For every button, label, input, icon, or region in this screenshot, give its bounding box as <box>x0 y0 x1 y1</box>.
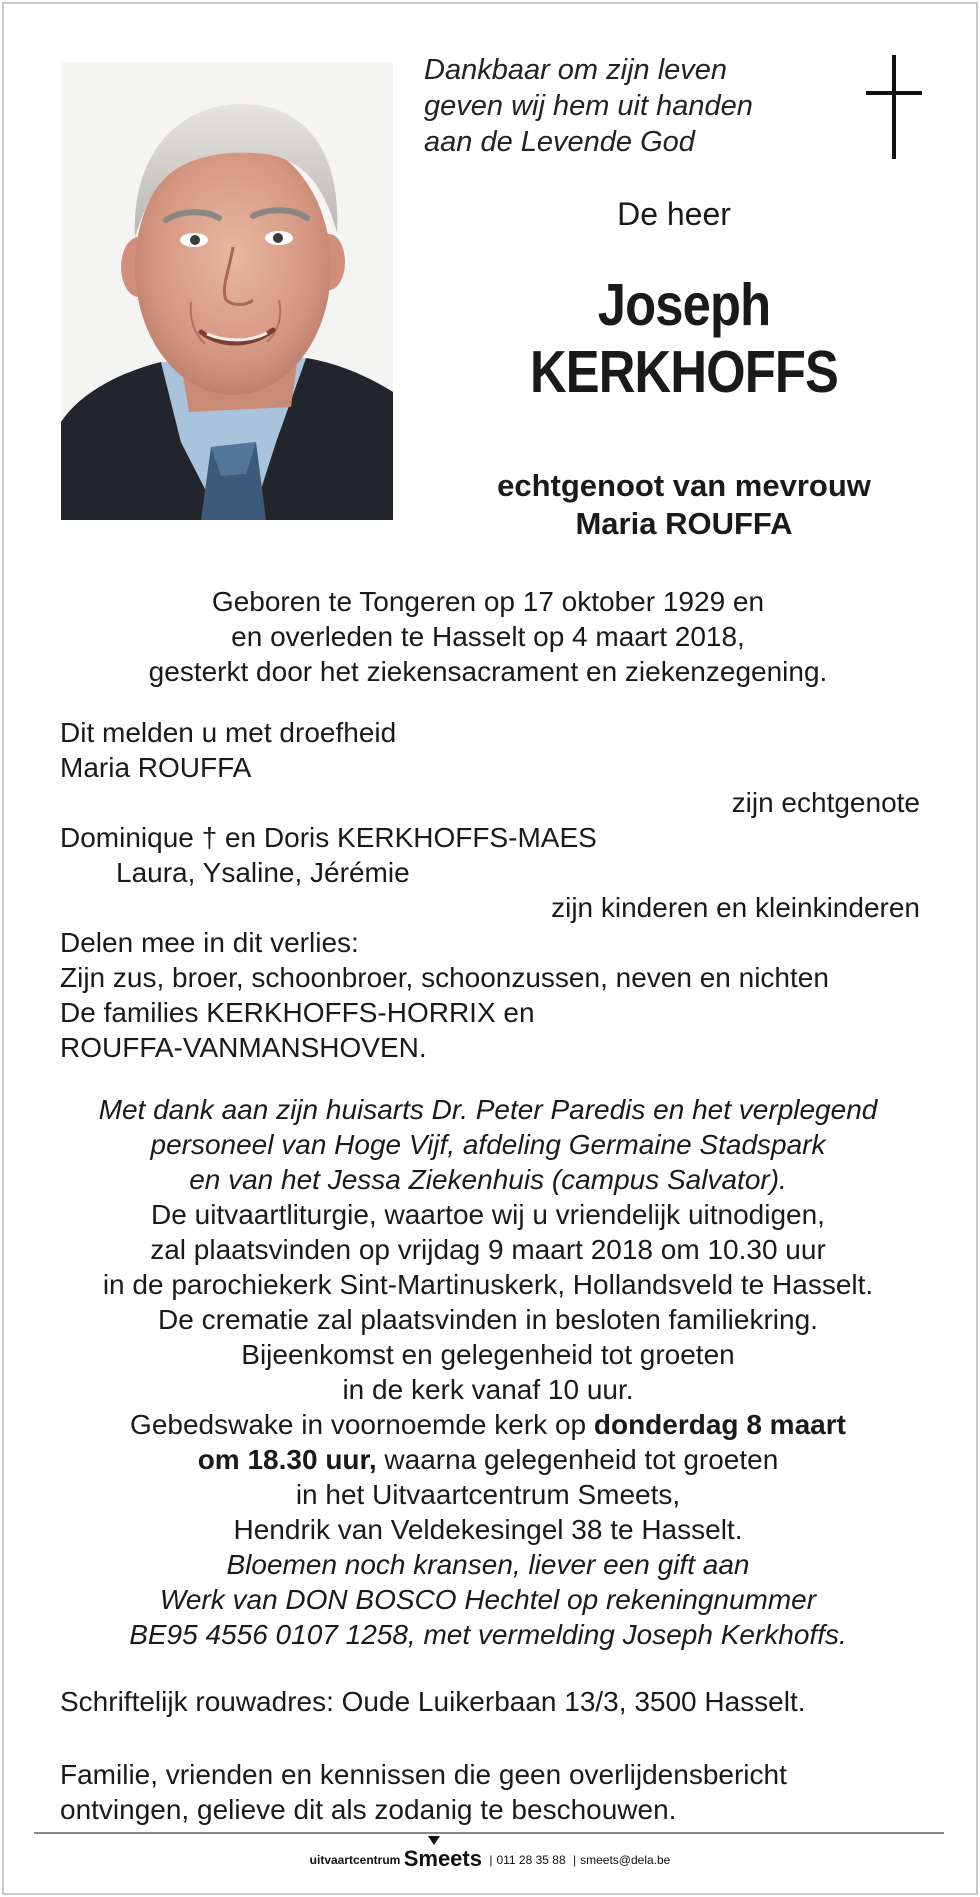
birth-line: Geboren te Tongeren op 17 oktober 1929 en <box>211 586 765 617</box>
wake-line-1 <box>30 1407 946 1442</box>
wake-place-line: Hendrik van Veldekesingel 38 te Hasselt. <box>233 1514 743 1545</box>
footer-divider <box>34 1832 944 1834</box>
relatives: Zijn zus, broer, schoonbroer, schoonzussen, neven en nichten <box>60 962 829 993</box>
mourners-intro: Dit melden u met droefheid <box>60 717 397 748</box>
salutation: De heer <box>617 196 731 232</box>
closing-line: ontvingen, gelieve dit als zodanig te beschouwen. <box>60 1794 677 1825</box>
last-name: KERKHOFFS <box>530 339 838 405</box>
death-line: en overleden te Hasselt op 4 maart 2018, <box>231 621 745 652</box>
families-line-2: ROUFFA-VANMANSHOVEN. <box>60 1032 427 1063</box>
wake-prefix: Gebedswake in voornoemde kerk op <box>130 1409 594 1440</box>
footer-separator: | <box>489 1853 493 1867</box>
flowers-line: BE95 4556 0107 1258, met vermelding Joseph Kerkhoffs. <box>129 1619 847 1650</box>
condolence-address: Schriftelijk rouwadres: Oude Luikerbaan 13/3, 3500 Hasselt. <box>60 1686 806 1717</box>
footer-brand: Smeets <box>403 1846 482 1871</box>
spouse-info <box>424 467 944 543</box>
footer-email: smeets@dela.be <box>580 1853 671 1867</box>
sacrament-line: gesterkt door het ziekensacrament en ziekenzegening. <box>148 656 828 687</box>
triangle-marker-icon <box>428 1836 440 1845</box>
deceased-name <box>460 272 907 406</box>
wake-place-line: in het Uitvaartcentrum Smeets, <box>295 1479 681 1510</box>
memorial-motto <box>424 52 753 160</box>
grandchildren-names: Laura, Ysaline, Jérémie <box>116 857 410 888</box>
motto-line: Dankbaar om zijn leven <box>424 54 728 86</box>
mourners-list <box>60 715 920 1065</box>
motto-line: geven wij hem uit handen <box>424 90 753 122</box>
first-name: Joseph <box>597 272 771 338</box>
wake-date: donderdag 8 maart <box>593 1409 846 1440</box>
flowers-line: Werk van DON BOSCO Hechtel op rekeningnummer <box>159 1584 817 1615</box>
portrait-photo <box>61 62 393 520</box>
ceremony-line: De uitvaartliturgie, waartoe wij u vriendelijk uitnodigen, <box>151 1199 825 1230</box>
footer-phone: 011 28 35 88 <box>496 1853 566 1867</box>
cross-icon <box>866 55 922 161</box>
wife-role: zijn echtgenote <box>731 787 920 818</box>
motto-line: aan de Levende God <box>424 126 695 158</box>
closing-line: Familie, vrienden en kennissen die geen overlijdensbericht <box>60 1759 787 1790</box>
funeral-home-footer <box>0 1848 980 1871</box>
funeral-notes <box>30 1092 946 1652</box>
share-intro: Delen mee in dit verlies: <box>60 927 359 958</box>
spouse-line-1: echtgenoot van mevrouw <box>497 468 871 503</box>
birth-death-info <box>30 584 946 689</box>
flowers-line: Bloemen noch kransen, liever een gift aan <box>226 1549 750 1580</box>
footer-separator: | <box>572 1853 577 1867</box>
ceremony-line: in de parochiekerk Sint-Martinuskerk, Hollandsveld te Hasselt. <box>102 1269 874 1300</box>
wake-line-2 <box>30 1442 946 1477</box>
thanks-line: personeel van Hoge Vijf, afdeling Germaine Stadspark <box>150 1129 826 1160</box>
spouse-name: Maria ROUFFA <box>575 506 793 541</box>
families-line-1: De families KERKHOFFS-HORRIX en <box>60 997 535 1028</box>
children-role: zijn kinderen en kleinkinderen <box>551 892 920 923</box>
ceremony-line: Bijeenkomst en gelegenheid tot groeten <box>241 1339 735 1370</box>
ceremony-line: in de kerk vanaf 10 uur. <box>342 1374 634 1405</box>
wake-time: om 18.30 uur, <box>197 1444 377 1475</box>
thanks-line: Met dank aan zijn huisarts Dr. Peter Paredis en het verplegend <box>98 1094 878 1125</box>
children-names: Dominique † en Doris KERKHOFFS-MAES <box>60 822 597 853</box>
ceremony-line: zal plaatsvinden op vrijdag 9 maart 2018 om 10.30 uur <box>150 1234 826 1265</box>
closing-note <box>60 1757 787 1827</box>
wake-suffix: waarna gelegenheid tot groeten <box>376 1444 779 1475</box>
ceremony-line: De crematie zal plaatsvinden in besloten familiekring. <box>158 1304 818 1335</box>
footer-prefix: uitvaartcentrum <box>309 1853 401 1867</box>
wife-name: Maria ROUFFA <box>60 752 252 783</box>
thanks-line: en van het Jessa Ziekenhuis (campus Salvator). <box>189 1164 787 1195</box>
